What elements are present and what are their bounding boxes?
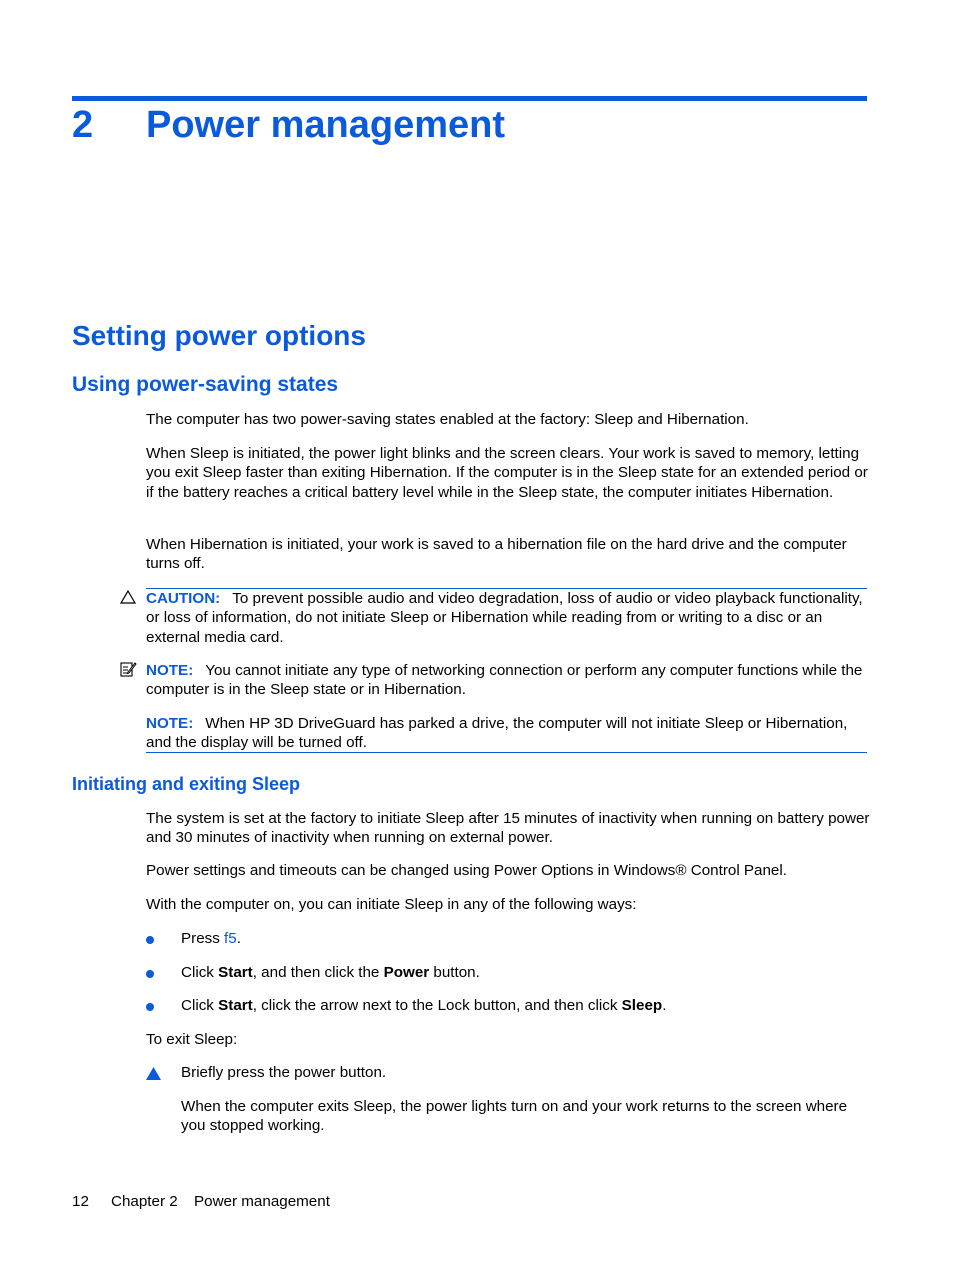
subsection-heading: Using power-saving states [72,373,339,396]
note-block [146,714,867,753]
list-item: Press f5. [181,930,241,947]
bullet-icon [146,936,154,944]
note-block [146,661,867,700]
key-f5: f5 [224,930,237,947]
note-text: You cannot initiate any type of networking connection or perform any computer functions while the computer is in the Sleep state or in Hibernation. [146,662,863,699]
caution-triangle-icon [120,590,136,604]
note-text: When HP 3D DriveGuard has parked a drive, the computer will not initiate Sleep or Hibernation, and the display will be turned off. [146,715,848,752]
caution-text: To prevent possible audio and video degradation, loss of audio or video playback functionality, or loss of information, do not initiate Sleep or Hibernation while reading from or writing to a disc or an external media card. [146,590,863,646]
paragraph: To exit Sleep: [146,1031,238,1048]
note-label: NOTE: [146,715,194,732]
chapter-rule [72,96,867,101]
note-pencil-icon [119,660,137,678]
step-result: When the computer exits Sleep, the power lights turn on and your work returns to the screen where you stopped working. [181,1098,848,1135]
list-item: Click Start, click the arrow next to the Lock button, and then click Sleep. [181,997,667,1014]
page-number: 12 [72,1193,89,1210]
note-bottom-rule [146,752,867,753]
paragraph: Power settings and timeouts can be changed using Power Options in Windows® Control Panel. [146,862,787,879]
footer-chapter: Chapter 2 [111,1193,178,1210]
list-item: Click Start, and then click the Power button. [181,964,480,981]
paragraph: The system is set at the factory to initiate Sleep after 15 minutes of inactivity when running on battery power and 30 minutes of inactivity when running on external power. [146,810,870,847]
caution-block [146,589,867,647]
chapter-title: Power management [146,104,505,146]
bullet-icon [146,970,154,978]
chapter-number: 2 [72,104,94,146]
paragraph: The computer has two power-saving states enabled at the factory: Sleep and Hibernation. [146,411,749,428]
step-triangle-icon [146,1067,161,1080]
note-label: NOTE: [146,662,194,679]
bullet-icon [146,1003,154,1011]
footer-title: Power management [194,1193,330,1210]
paragraph: With the computer on, you can initiate Sleep in any of the following ways: [146,896,637,913]
section-heading: Setting power options [72,320,366,351]
paragraph: When Sleep is initiated, the power light blinks and the screen clears. Your work is saved to memory, letting you exit Sleep faster than exiting Hibernation. If the computer is in the Sleep state for an extended period or if the battery reaches a critical battery level while in the Sleep state, the computer initiates Hibernation. [146,445,868,501]
step-text: Briefly press the power button. [181,1064,387,1081]
caution-label: CAUTION: [146,590,221,607]
paragraph: When Hibernation is initiated, your work is saved to a hibernation file on the hard drive and the computer turns off. [146,536,847,573]
subsubsection-heading: Initiating and exiting Sleep [72,774,301,794]
